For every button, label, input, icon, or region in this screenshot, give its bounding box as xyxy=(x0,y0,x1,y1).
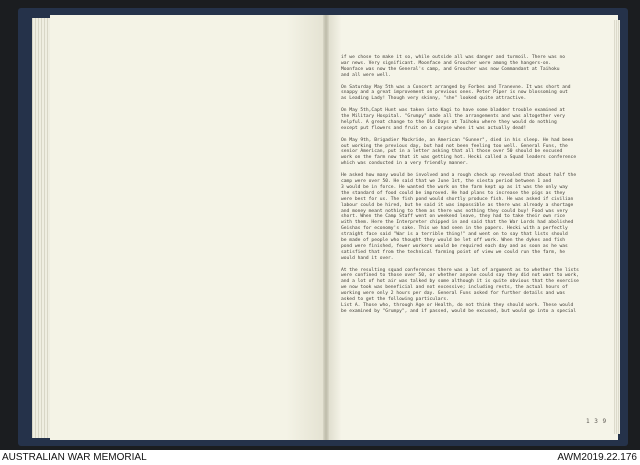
text-line: 3 would be in force. He wanted the work on the farm kept up as it was the only way xyxy=(341,184,568,190)
text-line: which was conducted in a very friendly manner. xyxy=(341,161,469,167)
left-blank-page xyxy=(50,15,325,440)
text-line: working were only 2 hours per day. General Funs asked for further details and was xyxy=(341,291,566,297)
book-spine xyxy=(323,15,329,440)
text-line: were confined to those over 50, or whether anyone could say they did not want to work, xyxy=(341,273,579,279)
text-line: He asked how many would be involved and a rough check up revealed that about half the xyxy=(341,173,577,179)
text-line: if we chose to make it so, while outside all was danger and turmoil. There was no xyxy=(341,55,566,60)
text-line: work on the farm now that it was getting hot. Hecki called a Squad leaders conference xyxy=(341,155,577,161)
text-line: On May 9th, Brigadier Mackride, an American "Gunner", died in his sleep. He had been xyxy=(341,137,574,143)
paragraph xyxy=(341,268,611,315)
text-line: be made of people who thought they would be let off work. When the dykes and fish xyxy=(341,238,566,244)
text-line: On May 5th,Capt Hunt was taken into Kagi to have some bladder trouble examined at xyxy=(341,108,566,114)
text-line: asked to get the following particulars. xyxy=(341,297,449,303)
text-line: straight face said "War is a terrible thing!" and went on to say that lists should xyxy=(341,232,568,238)
right-page-edges xyxy=(614,20,620,434)
text-line: and all were well. xyxy=(341,72,391,78)
footer-bar xyxy=(0,450,640,465)
paragraph xyxy=(341,85,611,103)
text-line: pond were finished, fewer workers would be required each day and as soon as he was xyxy=(341,243,568,249)
text-line: the standard of food could be improved. He had plans to increase the pigs as they xyxy=(341,190,566,196)
footer-accession-number: AWM2019.22.176 xyxy=(557,452,637,463)
text-line: the Military Hospital. "Grumpy" made all the arrangements and was altogether very xyxy=(341,114,566,120)
paragraph xyxy=(341,173,611,262)
text-line: snappy and a great improvement on previous ones. Peter Piper is now blossoming out xyxy=(341,90,568,96)
text-line: would hand it over. xyxy=(341,255,394,261)
text-line: we now took was beneficial and not excessive; including rests, the actual hours of xyxy=(341,285,568,291)
text-line: and money meant nothing to them as there was nothing they could buy! Food was very xyxy=(341,208,568,214)
text-line: except put flowers and fruit on a corpse when it was actually dead! xyxy=(341,125,527,131)
typed-text-block xyxy=(341,55,611,321)
text-line: with them. Here the Interpreter chipped in and said that the War Lords had abolished xyxy=(341,220,574,226)
text-line: short. When the Camp Staff went on weekend leave, they had to take their own rice xyxy=(341,214,566,220)
paragraph xyxy=(341,55,611,79)
text-line: List A. Those who, through Age or Health, do not think they should work. These would xyxy=(341,302,574,308)
page-folio-number: 1 3 9 xyxy=(586,418,607,425)
text-line: war news. Very significant. Moonface and Groucher were among the hangers-on. xyxy=(341,60,552,66)
text-line: were best for us. The fish pond would shortly produce fish. He was asked if civilian xyxy=(341,196,574,202)
text-line: helpful. A great change to the Old Days at Taihoku where they would do nothing xyxy=(341,119,557,125)
paragraph xyxy=(341,108,611,132)
left-page-edges xyxy=(32,18,52,438)
text-line: satisfied that from the technical farming point of view we could run the farm, he xyxy=(341,249,566,255)
text-line: Moonface was now the General's camp, and Groucher was now Commandant at Taihoku xyxy=(341,66,560,72)
text-line: camp were over 50. He said that we June 1st, the siesta period between 1 and xyxy=(341,178,552,184)
text-line: out working the previous day, but had not been feeling too well. General Funs, the xyxy=(341,143,568,149)
paragraph xyxy=(341,138,611,168)
text-line: On Saturday May 5th was a Concert arranged by Forbes and Tranevne. It was short and xyxy=(341,84,571,90)
text-line: be examined by "Grumpy", and if passed, would be excused, but would go into a special xyxy=(341,308,577,314)
text-line: Geishas for economy's sake. This we had seen in the papers. Hecki with a perfectly xyxy=(341,226,568,232)
text-line: and a lot of hot air was talked by some although it is quite obvious that the exercise xyxy=(341,279,579,285)
text-line: as Leading Lady! Though very skinny, "she" looked quite attractive. xyxy=(341,96,527,102)
text-line: At the resulting squad conferences there was a lot of argument as to whether the lists xyxy=(341,267,579,273)
footer-institution: AUSTRALIAN WAR MEMORIAL xyxy=(2,452,147,463)
text-line: labour could be hired, but he said it was impossible as there was already a shortage xyxy=(341,202,574,208)
text-line: senior American, put in a letter asking that all those over 50 should be excused xyxy=(341,149,563,155)
